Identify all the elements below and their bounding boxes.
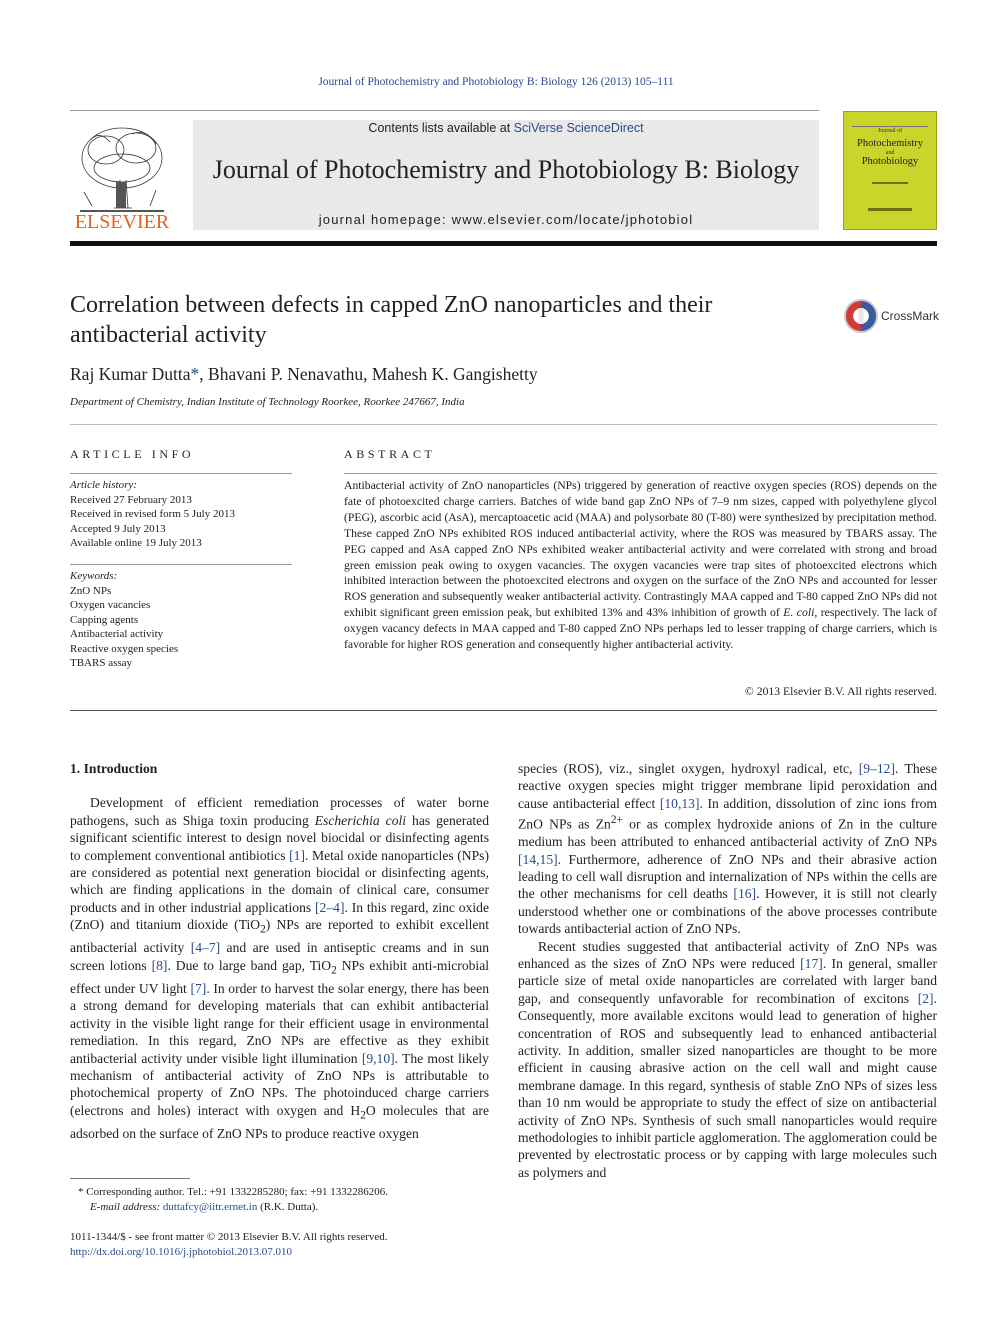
citation-link[interactable]: [7] xyxy=(190,980,207,996)
article-info-heading: ARTICLE INFO xyxy=(70,447,195,461)
keyword: ZnO NPs xyxy=(70,584,112,597)
cover-mark xyxy=(868,208,912,211)
email-link[interactable]: duttafcy@iitr.ernet.in xyxy=(162,1200,258,1213)
author-separator: , xyxy=(363,364,372,384)
text-run: NPs exhibit anti-microbial effect under UV light xyxy=(70,957,490,996)
citation-link[interactable]: [1] xyxy=(289,847,305,863)
subscript: 2 xyxy=(360,1109,366,1122)
journal-homepage xyxy=(193,212,819,227)
body-paragraph xyxy=(70,794,489,1142)
abstract-text-part: Antibacterial activity of ZnO nanoparticles (NPs) triggered by generation of reactive oxygen species (ROS) depends on the fate of photoexcited charge carriers. Batches of wide band gap ZnO NPs of 7–9 nm sizes, capped with polyethylene glycol (PEG), ascorbic acid (AsA), mercaptoacetic acid (MAA) and polysorbate 80 (T-80) were synthesized by precipitation method. These capped ZnO NPs exhibited ROS induced antibacterial activity, where the ROS was measured by TBARS assay. The PEG capped and AsA capped ZnO NPs exhibited weaker antibacterial activity and were correlated with strong and broad green emission peak owing to oxygen vacancies. The oxygen vacancies were trap sites of photoexcited electrons which inhibited interaction between the photoexcited electrons and oxygen on the surface of the ZnO NPs and accounted for lesser ROS generation and subsequently weaker antibacterial activity. Contrastingly MAA capped and T-80 capped ZnO NPs did not exhibit significant green emission peak, but exhibited 13% and 43% inhibition of growth of xyxy=(344,479,937,620)
abstract-rule xyxy=(344,473,937,474)
corresponding-author-footnote xyxy=(70,1185,500,1214)
text-run: . Furthermore, adherence of ZnO NPs and their abrasive action leading to cell wall disruption and internalization of NPs within the cells are the other mechanisms for cell deaths xyxy=(518,851,937,902)
abstract-species: E. coli xyxy=(783,606,815,620)
keyword: Antibacterial activity xyxy=(70,628,164,640)
subscript: 2 xyxy=(260,923,266,936)
text-run: Recent studies suggested that antibacterial activity of ZnO NPs was enhanced as the sizes of ZnO NPs were reduced xyxy=(518,938,937,971)
text-run: ) NPs are reported to exhibit excellent antibacterial activity xyxy=(70,917,489,956)
superscript: 2+ xyxy=(610,814,623,827)
subscript: 2 xyxy=(331,964,337,977)
history-entry: Received 27 February 2013 xyxy=(70,493,192,506)
footnote-mark: * xyxy=(78,1186,84,1198)
section-heading: 1. Introduction xyxy=(70,761,158,776)
issn-line: 1011-1344/$ - see front matter © 2013 Elsevier B.V. All rights reserved. xyxy=(70,1231,388,1243)
citation-link[interactable]: [14,15] xyxy=(518,851,558,867)
citation-link[interactable]: [2–4] xyxy=(315,899,345,915)
crossmark-badge[interactable] xyxy=(843,298,943,334)
corresponding-author-mark[interactable]: * xyxy=(190,364,200,384)
body-column-left xyxy=(70,760,489,1142)
elsevier-logo[interactable] xyxy=(70,120,174,232)
author-name[interactable]: Bhavani P. Nenavathu xyxy=(208,364,364,384)
journal-citation[interactable]: Journal of Photochemistry and Photobiology B: Biology 126 (2013) 105–111 xyxy=(318,76,674,88)
cover-top-bar xyxy=(852,116,928,127)
body-paragraph xyxy=(518,938,937,1182)
abstract-copyright: © 2013 Elsevier B.V. All rights reserved. xyxy=(744,685,937,698)
author-list xyxy=(70,364,538,385)
keywords-label: Keywords: xyxy=(70,570,118,582)
footnote-rule xyxy=(70,1178,190,1179)
contents-line xyxy=(193,121,819,135)
history-entry: Accepted 9 July 2013 xyxy=(70,522,166,535)
citation-link[interactable]: [17] xyxy=(800,956,823,971)
text-run: . Consequently, more available excitons would lead to generation of higher concentration of ROS and subsequently lead to enhanced antibacterial activity. In addition, smaller sized nanoparticles are thought to be more efficient in causing abrasive action on the cell wall and might cause membrane damage. In this regard, synthesis of stable ZnO NPs of sizes less than 10 nm would be appropriate to study the effect of size on antibacterial activity of ZnO NPs. Synthesis of such small nanoparticles would require methodologies to inhibit particle agglomeration. The agglomeration could be prevented by electrostatic process or by capping with large molecules such as polymers and xyxy=(518,990,937,1180)
homepage-prefix: journal homepage: xyxy=(318,212,452,227)
text-run: . The most likely mechanism of antibacterial activity of ZnO NPs is attributable to photochemical property of ZnO NPs. The photoinduced charge carriers (electrons and holes) interact with oxygen and H xyxy=(70,1050,489,1118)
text-run: . In this regard, zinc oxide (ZnO) and titanium dioxide (TiO xyxy=(70,899,490,933)
cover-line2: Photochemistry xyxy=(857,138,923,149)
abstract-heading: ABSTRACT xyxy=(344,447,436,461)
author-separator: , xyxy=(199,364,209,384)
citation-link[interactable]: [16] xyxy=(733,886,757,902)
citation-link[interactable]: [10,13] xyxy=(659,795,700,811)
keyword: TBARS assay xyxy=(70,657,133,669)
text-run: . In addition, dissolution of zinc ions from ZnO NPs as Zn xyxy=(518,795,937,832)
doi-link[interactable]: http://dx.doi.org/10.1016/j.jphotobiol.2013.07.010 xyxy=(70,1245,292,1258)
email-suffix: (R.K. Dutta). xyxy=(257,1200,319,1213)
keywords xyxy=(70,569,292,671)
cover-line3: Photobiology xyxy=(861,156,919,167)
text-run: . In general, smaller particle size of metal oxide nanoparticles are correlated with larger band gap, and consequently unfavorable for recombination of excitons xyxy=(518,956,937,1006)
citation-link[interactable]: [4–7] xyxy=(190,940,221,956)
body-column-right xyxy=(518,760,937,1181)
citation-link[interactable]: [8] xyxy=(151,957,168,973)
history-label: Article history: xyxy=(70,479,137,491)
tree-icon xyxy=(70,120,174,232)
cover-line1: Journal of xyxy=(877,128,903,134)
article-title: Correlation between defects in capped ZnO nanoparticles and their antibacterial activity xyxy=(70,292,713,348)
text-run: species (ROS), viz., singlet oxygen, hydroxyl radical, etc, xyxy=(518,761,859,776)
crossmark-label: CrossMark xyxy=(881,309,940,323)
species-name: Escherichia coli xyxy=(314,812,407,828)
footnote-email-line xyxy=(70,1200,500,1215)
text-run: . However, it is still not clearly understood whether one or combinations of the above processes contribute towards antibacterial action of ZnO NPs. xyxy=(518,886,937,937)
crossmark-icon xyxy=(843,298,879,334)
history-entry: Received in revised form 5 July 2013 xyxy=(70,508,235,520)
text-run: has generated significant scientific interest to design novel biocidal or disinfecting agents to complement conventional antibiotics xyxy=(70,812,489,863)
citation-link[interactable]: [2] xyxy=(917,990,934,1006)
keyword: Oxygen vacancies xyxy=(70,599,151,611)
keywords-rule xyxy=(70,564,292,565)
footnote-text: Corresponding author. Tel.: +91 1332285280; fax: +91 1332286206. xyxy=(83,1186,388,1198)
elsevier-wordmark: ELSEVIER xyxy=(74,211,170,232)
keyword: Reactive oxygen species xyxy=(70,642,179,655)
contents-prefix: Contents lists available at xyxy=(368,121,514,135)
abstract-text-part: , respectively. The lack of oxygen vacancy defects in MAA capped and T-80 capped ZnO NPs perhaps led to lesser trapping of charge carriers, which is favorable for higher ROS generation and consequently higher antibacterial activity. xyxy=(344,606,937,652)
article-history xyxy=(70,478,292,551)
text-run: or as complex hydroxide anions of Zn in the culture medium has been attributed to enhanced antibacterial activity of ZnO NPs xyxy=(518,816,937,850)
history-entry: Available online 19 July 2013 xyxy=(70,537,202,549)
header-rule xyxy=(70,110,819,111)
journal-cover-thumbnail[interactable] xyxy=(843,111,937,230)
homepage-url[interactable]: www.elsevier.com/locate/jphotobiol xyxy=(451,212,694,227)
citation-link[interactable]: [9,10] xyxy=(361,1050,395,1066)
author-name[interactable]: Raj Kumar Dutta xyxy=(70,364,191,384)
header-thick-rule xyxy=(70,241,937,246)
citation-link[interactable]: [9–12] xyxy=(858,761,896,776)
text-run: . Metal oxide nanoparticles (NPs) are considered as potential next generation biocidal or disinfecting agents, which are finding applications in the domain of clinical care, consumer products and in other industrial applications xyxy=(70,847,489,915)
text-run: . In order to harvest the solar energy, there has been a strong demand for developing materials that can exhibit antibacterial activity in the visible light range for their efficient usage in environmental remediation. In this regard, ZnO NPs are effective as they exhibit antibacterial activity under visible light illumination xyxy=(70,980,490,1066)
article-info-rule xyxy=(70,473,292,474)
text-run: O molecules that are adsorbed on the surface of ZnO NPs to produce reactive oxygen xyxy=(70,1102,489,1141)
text-run: . Due to large band gap, TiO xyxy=(167,957,332,973)
text-run: and are used in antiseptic creams and in sun screen lotions xyxy=(70,940,489,973)
abstract-text xyxy=(344,478,937,653)
footnote-line xyxy=(70,1185,500,1200)
author-name[interactable]: Mahesh K. Gangishetty xyxy=(371,364,538,384)
abstract-bottom-rule xyxy=(70,710,937,711)
journal-title: Journal of Photochemistry and Photobiology B: Biology xyxy=(212,155,800,184)
email-label: E-mail address: xyxy=(90,1200,163,1213)
sciencedirect-link[interactable]: SciVerse ScienceDirect xyxy=(513,121,644,135)
text-run: . These reactive oxygen species might trigger membrane lipid peroxidation and cause antibacterial effect xyxy=(518,761,937,811)
cover-amp: and xyxy=(885,150,895,156)
body-paragraph xyxy=(518,760,937,938)
affiliation: Department of Chemistry, Indian Institute of Technology Roorkee, Roorkee 247667, India xyxy=(70,396,465,408)
keyword: Capping agents xyxy=(70,613,139,626)
cover-mark xyxy=(872,182,908,184)
text-run: Development of efficient remediation processes of water borne pathogens, such as Shiga toxin producing xyxy=(70,795,489,828)
title-rule xyxy=(70,424,937,425)
issn-block xyxy=(70,1230,500,1259)
